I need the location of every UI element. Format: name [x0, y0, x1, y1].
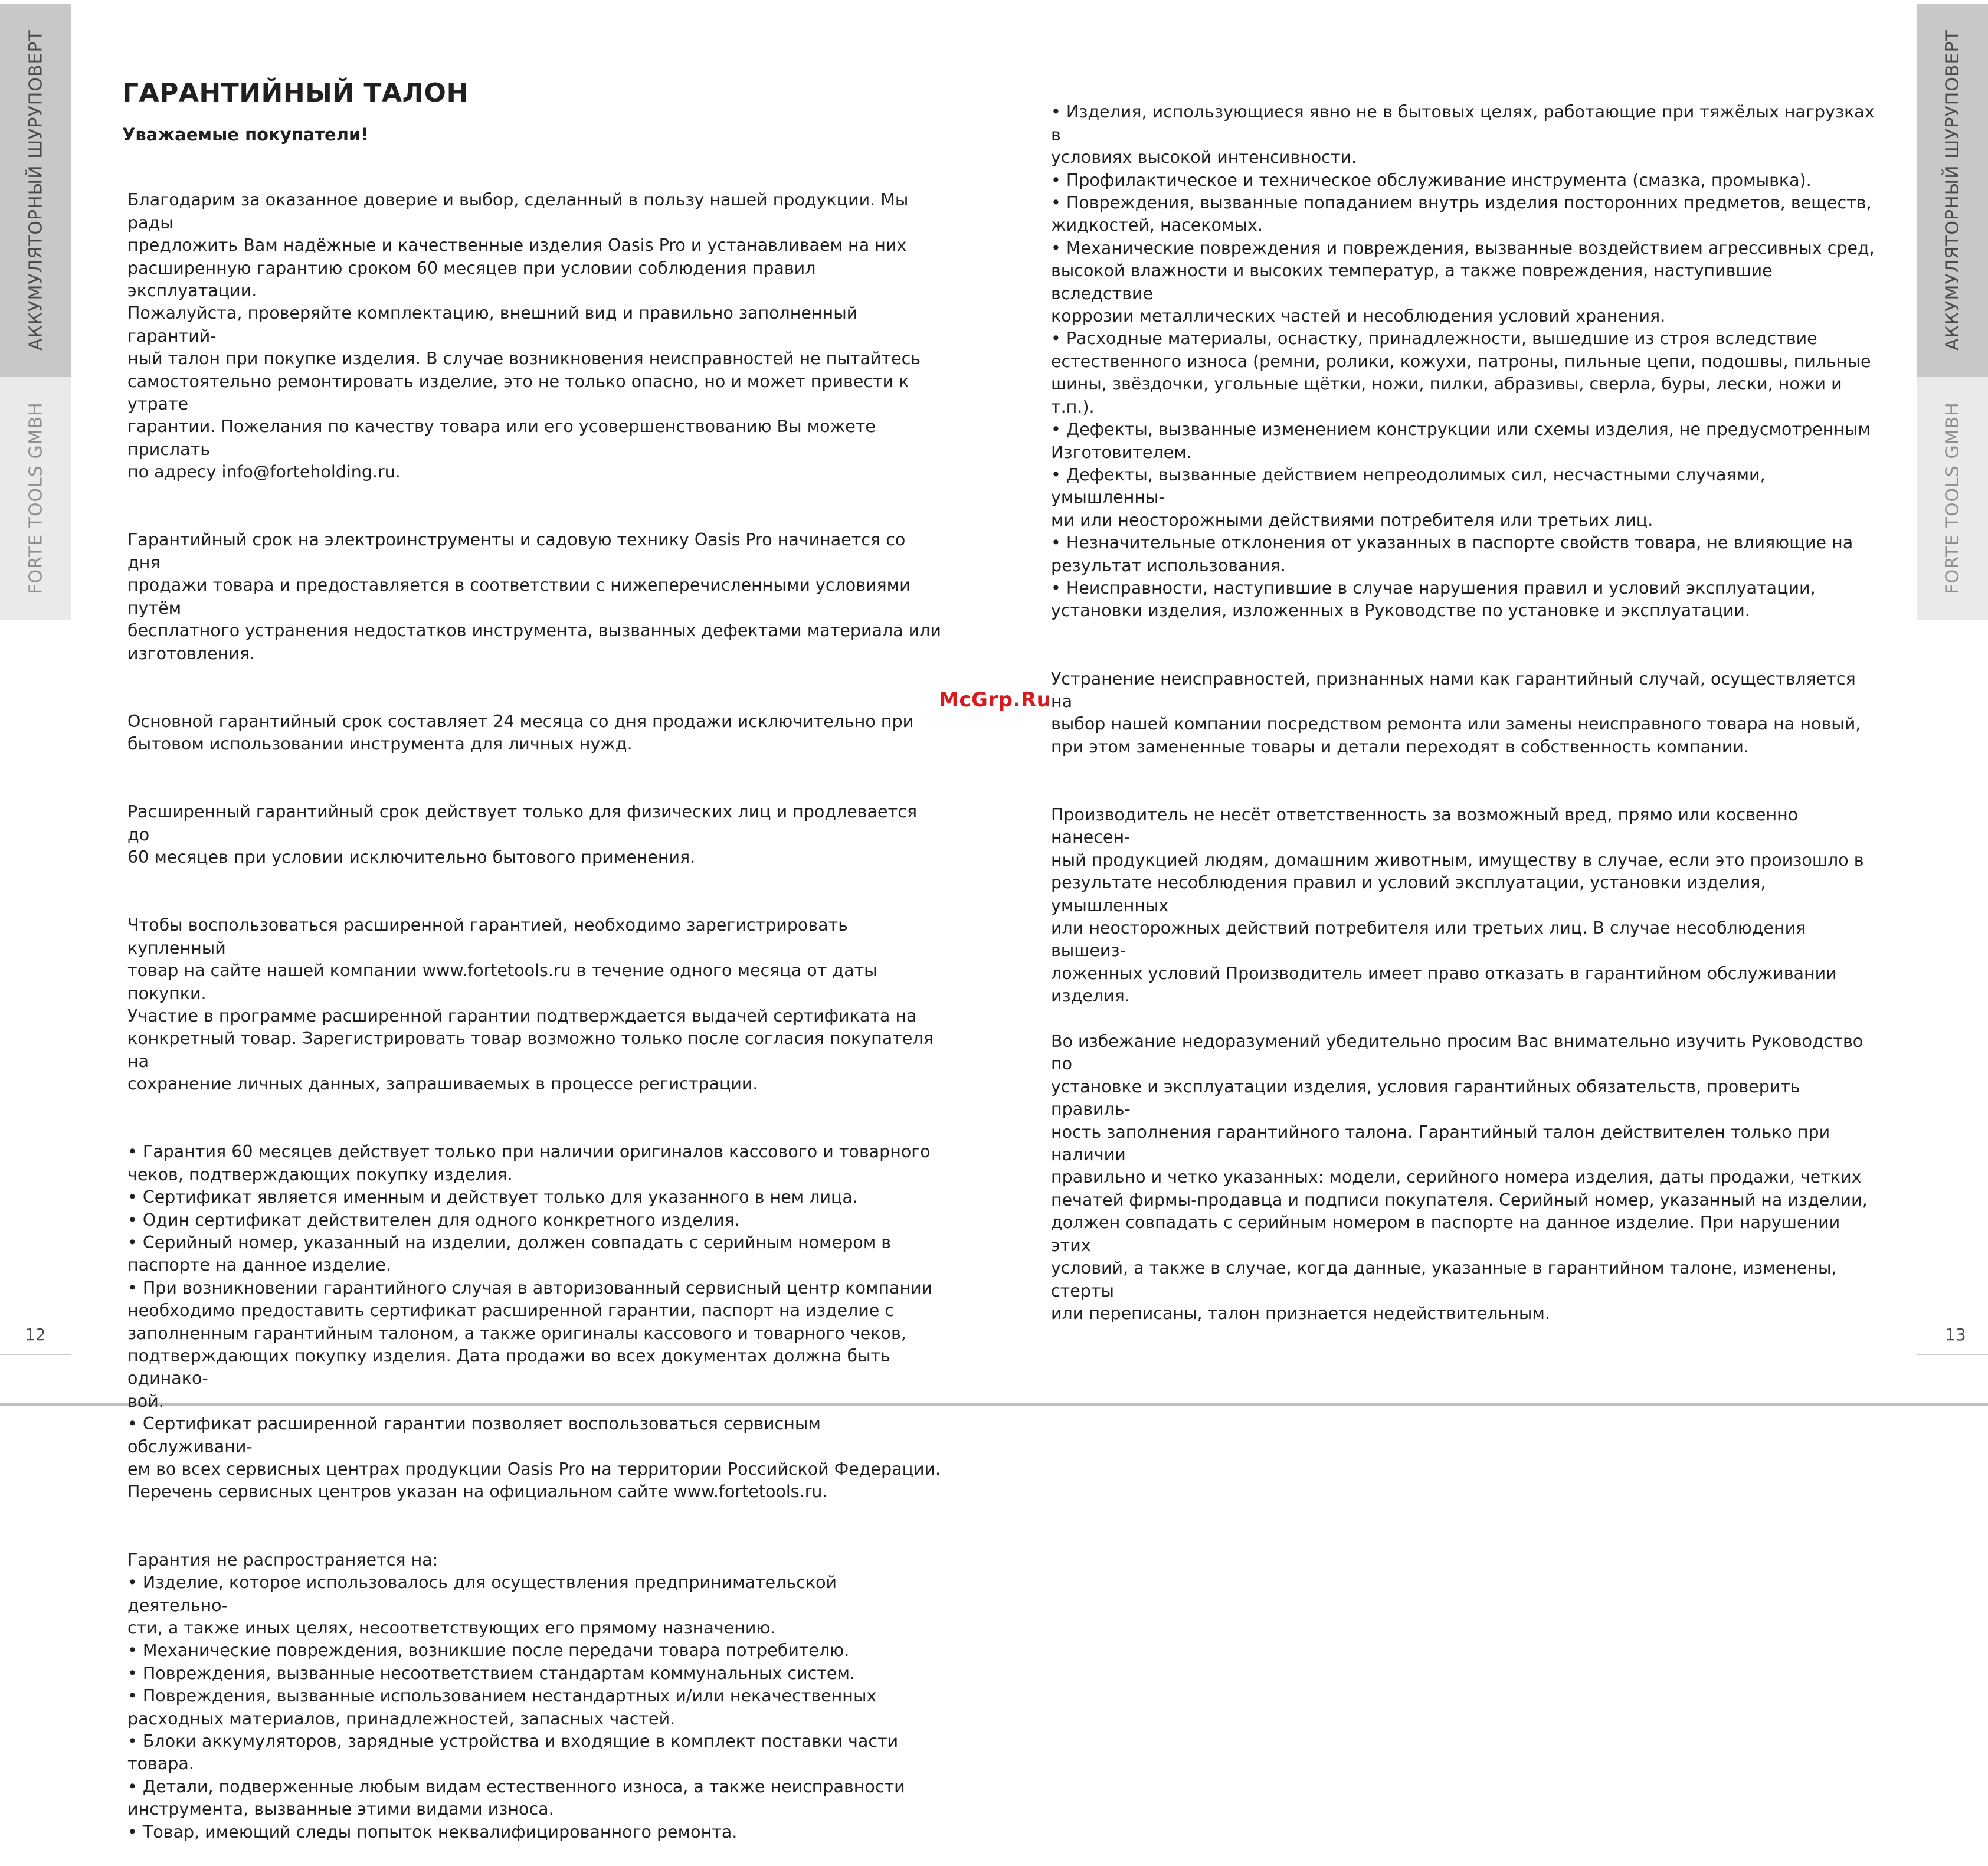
- paragraph-base-term: Основной гарантийный срок составляет 24 месяца со дня продажи исключительно при бытовом использовании инструмента для личных нужд.: [127, 711, 914, 754]
- list-exclusions: Гарантия не распространяется на: • Изделие, которое использовалось для осуществления предпринимательской деятельно- сти, а также иных целях, несоответствующих его прямому назначению. • Механические повреждения, возникшие после передачи товара потребителю. • Повреждения, вызванные несоответствием стандартам коммунальных систем. • Повреждения, вызванные использованием нестандартных и/или некачественных расходных материалов, принадлежностей, запасных частей. • Блоки аккумуляторов, зарядные устройства и входящие в комплект поставки части товара. • Детали, подверженные любым видам естественного износа, а также неисправности инструмента, вызванные этими видами износа. • Товар, имеющий следы попыток неквалифицированного ремонта.: [127, 1550, 905, 1842]
- paragraph-intro: Благодарим за оказанное доверие и выбор, сделанный в пользу нашей продукции. Мы рады предложить Вам надёжные и качественные изделия Oasis Pro и устанавливаем на них расширенную гарантию сроком 60 месяцев при условии соблюдения правил эксплуатации. Пожалуйста, проверяйте комплектацию, внешний вид и правильно заполненный гарантий- ный талон при покупке изделия. В случае возникновения неисправностей не пытайтесь самостоятельно ремонтировать изделие, это не только опасно, но и может привести к утрате гарантии. Пожелания по качеству товара или его усовершенствованию Вы можете прислать по адресу info@forteholding.ru.: [127, 190, 921, 482]
- side-tab-company-label: FORTE TOOLS GMBH: [25, 402, 46, 594]
- page-number-right: 13: [1945, 1325, 1966, 1344]
- side-tab-company-left: [0, 377, 71, 620]
- side-tab-company-right: [1917, 377, 1988, 620]
- side-tab-product-label: АККУМУЛЯТОРНЫЙ ШУРУПОВЕРТ: [1942, 30, 1963, 351]
- paragraph-registration: Чтобы воспользоваться расширенной гарантией, необходимо зарегистрировать купленный товар на сайте нашей компании www.fortetools.ru в течение одного месяца от даты покупки. Участие в программе расширенной гарантии подтверждается выдачей сертификата на конкретный товар. Зарегистрировать товар возможно только после согласия покупателя на сохранение личных данных, запрашиваемых в процессе регистрации.: [127, 915, 934, 1094]
- side-tab-product-label: АККУМУЛЯТОРНЫЙ ШУРУПОВЕРТ: [25, 30, 46, 351]
- page-number-rule-left: [0, 1354, 71, 1355]
- paragraph-repair: Устранение неисправностей, признанных нами как гарантийный случай, осуществляется на выбор нашей компании посредством ремонта или замены неисправного товара на новый, при этом замененные товары и детали переходят в собственность компании.: [1051, 669, 1861, 757]
- paragraph-warranty-start: Гарантийный срок на электроинструменты и садовую технику Oasis Pro начинается со дня продажи товара и предоставляется в соответствии с нижеперечисленными условиями путём бесплатного устранения недостатков инструмента, вызванных дефектами материала или изготовления.: [127, 530, 941, 663]
- page-title: ГАРАНТИЙНЫЙ ТАЛОН: [122, 78, 469, 108]
- paragraph-validity: Во избежание недоразумений убедительно просим Вас внимательно изучить Руководство по установке и эксплуатации изделия, условия гарантийных обязательств, проверить правиль- ность заполнения гарантийного талона. Гарантийный талон действителен только при наличии правильно и четко указанных: модели, серийного номера изделия, даты продажи, четких печатей фирмы-продавца и подписи покупателя. Серийный номер, указанный на изделии, должен совпадать с серийным номером в паспорте на данное изделие. При нарушении этих условий, а также в случае, когда данные, указанные в гарантийном талоне, изменены, стерты или переписаны, талон признается недействительным.: [1051, 1032, 1868, 1323]
- side-tab-product-left: [0, 4, 71, 377]
- side-tab-product-right: [1917, 4, 1988, 377]
- list-certificate-conditions: • Гарантия 60 месяцев действует только при наличии оригиналов кассового и товарного чеков, подтверждающих покупку изделия. • Сертификат является именным и действует только для указанного в нем лица. • Один сертификат действителен для одного конкретного изделия. • Серийный номер, указанный на изделии, должен совпадать с серийным номером в паспорте на данное изделие. • При возникновении гарантийного случая в авторизованный сервисный центр компании необходимо предоставить сертификат расширенной гарантии, паспорт на изделие с заполненным гарантийным талоном, а также оригиналы кассового и товарного чеков, подтверждающих покупку изделия. Дата продажи во всех документах должна быть одинако- вой. • Сертификат расширенной гарантии позволяет воспользоваться сервисным обслуживани- ем во всех сервисных центрах продукции Oasis Pro на территории Российской Федерации. Перечень сервисных центров указан на официальном сайте www.fortetools.ru.: [127, 1142, 941, 1502]
- paragraph-extended-term: Расширенный гарантийный срок действует только для физических лиц и продлевается до 60 месяцев при условии исключительно бытового применения.: [127, 802, 918, 867]
- watermark: McGrp.Ru: [939, 688, 1052, 712]
- right-column: [1051, 78, 1877, 1348]
- left-column: [127, 166, 942, 1866]
- side-tab-company-label: FORTE TOOLS GMBH: [1942, 402, 1963, 594]
- greeting: Уважаемые покупатели!: [122, 125, 369, 145]
- page-number-left: 12: [25, 1325, 46, 1344]
- list-exclusions-continued: • Изделия, использующиеся явно не в бытовых целях, работающие при тяжёлых нагрузках в условиях высокой интенсивности. • Профилактическое и техническое обслуживание инструмента (смазка, промывка). • Повреждения, вызванные попаданием внутрь изделия посторонних предметов, веществ, жидкостей, насекомых. • Механические повреждения и повреждения, вызванные воздействием агрессивных сред, высокой влажности и высоких температур, а также повреждения, наступившие вследствие коррозии металлических частей и несоблюдения условий хранения. • Расходные материалы, оснастку, принадлежности, вышедшие из строя вследствие естественного износа (ремни, ролики, кожухи, патроны, пильные цепи, подошвы, пильные шины, звёздочки, угольные щётки, ножи, пилки, абразивы, сверла, буры, лески, ножи и т.п.). • Дефекты, вызванные изменением конструкции или схемы изделия, не предусмотренным Изготовителем. • Дефекты, вызванные действием непреодолимых сил, несчастными случаями, умышленны- ми или неосторожными действиями потребителя или третьих лиц. • Незначительные отклонения от указанных в паспорте свойств товара, не влияющие на результат использования. • Неисправности, наступившие в случае нарушения правил и условий эксплуатации, установки изделия, изложенных в Руководстве по установке и эксплуатации.: [1051, 102, 1875, 621]
- page-number-rule-right: [1917, 1354, 1988, 1355]
- paragraph-liability: Производитель не несёт ответственность за возможный вред, прямо или косвенно нанесен- ный продукцией людям, домашним животным, имуществу в случае, если это произошло в результате несоблюдения правил и условий эксплуатации, установки изделия, умышленных или неосторожных действий потребителя или третьих лиц. В случае несоблюдения вышеиз- ложенных условий Производитель имеет право отказать в гарантийном обслуживании изделия.: [1051, 804, 1864, 1006]
